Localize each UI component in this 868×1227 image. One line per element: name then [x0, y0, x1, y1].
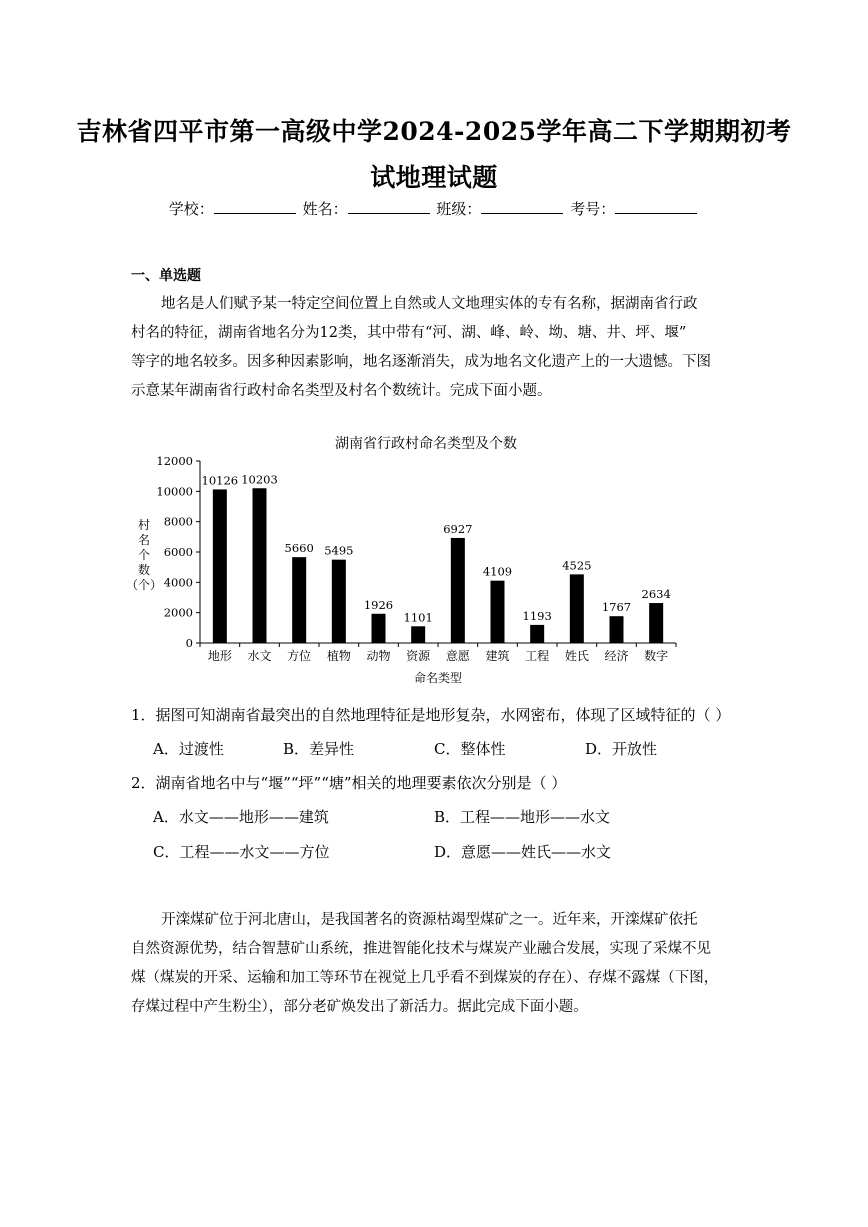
y-axis-label-char: （个）: [125, 578, 163, 592]
bar-value-label: 1193: [522, 608, 552, 623]
bar-工程: [530, 625, 544, 643]
chart-title: 湖南省行政村命名类型及个数: [335, 436, 517, 452]
student-info-line: [0, 198, 868, 219]
class-label: 班级：: [436, 200, 482, 218]
class-blank[interactable]: [481, 199, 563, 214]
x-tick-label: 经济: [604, 649, 629, 663]
bar-水文: [253, 488, 267, 643]
bar-地形: [213, 489, 227, 643]
y-axis-label-char: 村: [137, 518, 151, 532]
section-heading: 一、单选题: [131, 268, 201, 284]
y-axis-label-char: 数: [137, 563, 151, 577]
passage-2: [131, 906, 741, 1022]
q1-option-a[interactable]: A．过渡性: [153, 740, 224, 758]
passage-line: 开滦煤矿位于河北唐山，是我国著名的资源枯竭型煤矿之一。近年来，开滦煤矿依托: [161, 912, 698, 928]
page-title-continued: 试地理试题: [370, 163, 498, 192]
school-blank[interactable]: [214, 199, 296, 214]
q1-option-b[interactable]: B．差异性: [283, 740, 355, 758]
bar-value-label: 6927: [443, 521, 473, 536]
x-tick-label: 数字: [644, 649, 669, 663]
x-tick-label: 水文: [247, 649, 272, 663]
bar-value-label: 10203: [241, 472, 278, 487]
x-tick-label: 地形: [207, 649, 232, 663]
x-tick-label: 方位: [287, 649, 312, 663]
bar-经济: [610, 616, 624, 643]
x-tick-label: 资源: [406, 649, 431, 663]
y-axis-label-char: 名: [137, 533, 151, 547]
y-axis-label: [126, 517, 162, 592]
x-tick-label: 植物: [326, 649, 351, 663]
passage-line: 等字的地名较多。因多种因素影响，地名逐渐消失，成为地名文化遗产上的一大遗憾。下图: [131, 354, 711, 370]
passage-line: 村名的特征，湖南省地名分为12类，其中带有“河、湖、峰、岭、坳、塘、井、坪、堰”: [131, 325, 687, 341]
x-tick-label: 动物: [366, 649, 391, 663]
y-tick-label: 12000: [156, 454, 193, 468]
passage-line: 地名是人们赋予某一特定空间位置上自然或人文地理实体的专有名称，据湖南省行政: [161, 296, 698, 312]
school-label: 学校：: [168, 200, 214, 218]
q2-option-a[interactable]: A．水文——地形——建筑: [153, 808, 329, 826]
y-axis-label-char: 个: [137, 548, 151, 562]
bar-建筑: [491, 581, 505, 643]
y-tick-label: 2000: [163, 605, 193, 620]
exam-number-blank[interactable]: [615, 199, 697, 214]
bar-value-label: 1101: [403, 610, 433, 625]
y-tick-label: 8000: [163, 514, 193, 529]
q2-option-b[interactable]: B．工程——地形——水文: [434, 808, 611, 826]
x-axis-label: 命名类型: [413, 671, 463, 685]
bar-植物: [332, 560, 346, 643]
bar-value-label: 5660: [284, 541, 314, 556]
question-1-stem: 1．据图可知湖南省最突出的自然地理特征是地形复杂，水网密布，体现了区域特征的（ ）: [131, 706, 731, 724]
x-tick-label: 工程: [525, 649, 550, 663]
bar-意愿: [451, 538, 465, 643]
x-tick-label: 姓氏: [564, 649, 589, 663]
bar-动物: [372, 614, 386, 643]
bar-方位: [292, 557, 306, 643]
bar-数字: [649, 603, 663, 643]
bar-value-label: 2634: [641, 587, 671, 602]
bar-value-label: 10126: [201, 473, 239, 488]
bar-value-label: 1767: [601, 600, 632, 615]
passage-line: 存煤过程中产生粉尘），部分老矿焕发出了新活力。据此完成下面小题。: [131, 999, 588, 1015]
bar-value-label: 4525: [562, 558, 592, 573]
q2-option-d[interactable]: D．意愿——姓氏——水文: [434, 843, 612, 861]
bar-姓氏: [570, 574, 584, 643]
passage-line: 示意某年湖南省行政村命名类型及村名个数统计。完成下面小题。: [131, 383, 552, 399]
x-tick-label: 建筑: [485, 649, 510, 663]
name-blank[interactable]: [348, 199, 430, 214]
q2-option-c[interactable]: C．工程——水文——方位: [153, 843, 330, 861]
x-tick-label: 意愿: [445, 649, 470, 663]
name-label: 姓名：: [302, 200, 348, 218]
bar-value-label: 1926: [363, 597, 394, 612]
bar-chart: [120, 425, 720, 695]
exam-number-label: 考号：: [570, 200, 616, 218]
passage-1: [131, 290, 741, 406]
q1-option-d[interactable]: D．开放性: [585, 740, 658, 758]
y-tick-label: 4000: [163, 575, 193, 590]
passage-line: 自然资源优势，结合智慧矿山系统，推进智能化技术与煤炭产业融合发展，实现了采煤不见: [131, 941, 711, 957]
y-tick-label: 10000: [156, 484, 193, 499]
y-tick-label: 6000: [163, 545, 193, 559]
bar-value-label: 4109: [482, 564, 513, 579]
bar-资源: [411, 626, 425, 643]
page-title: 吉林省四平市第一高级中学2024-2025学年高二下学期期初考: [76, 117, 792, 146]
y-tick-label: 0: [185, 636, 193, 650]
question-2-stem: 2．湖南省地名中与“堰”“坪”“塘”相关的地理要素依次分别是（ ）: [131, 774, 567, 792]
passage-line: 煤（煤炭的开采、运输和加工等环节在视觉上几乎看不到煤炭的存在）、存煤不露煤（下图，: [131, 970, 719, 986]
bar-value-label: 5495: [324, 543, 354, 558]
q1-option-c[interactable]: C．整体性: [434, 740, 506, 758]
